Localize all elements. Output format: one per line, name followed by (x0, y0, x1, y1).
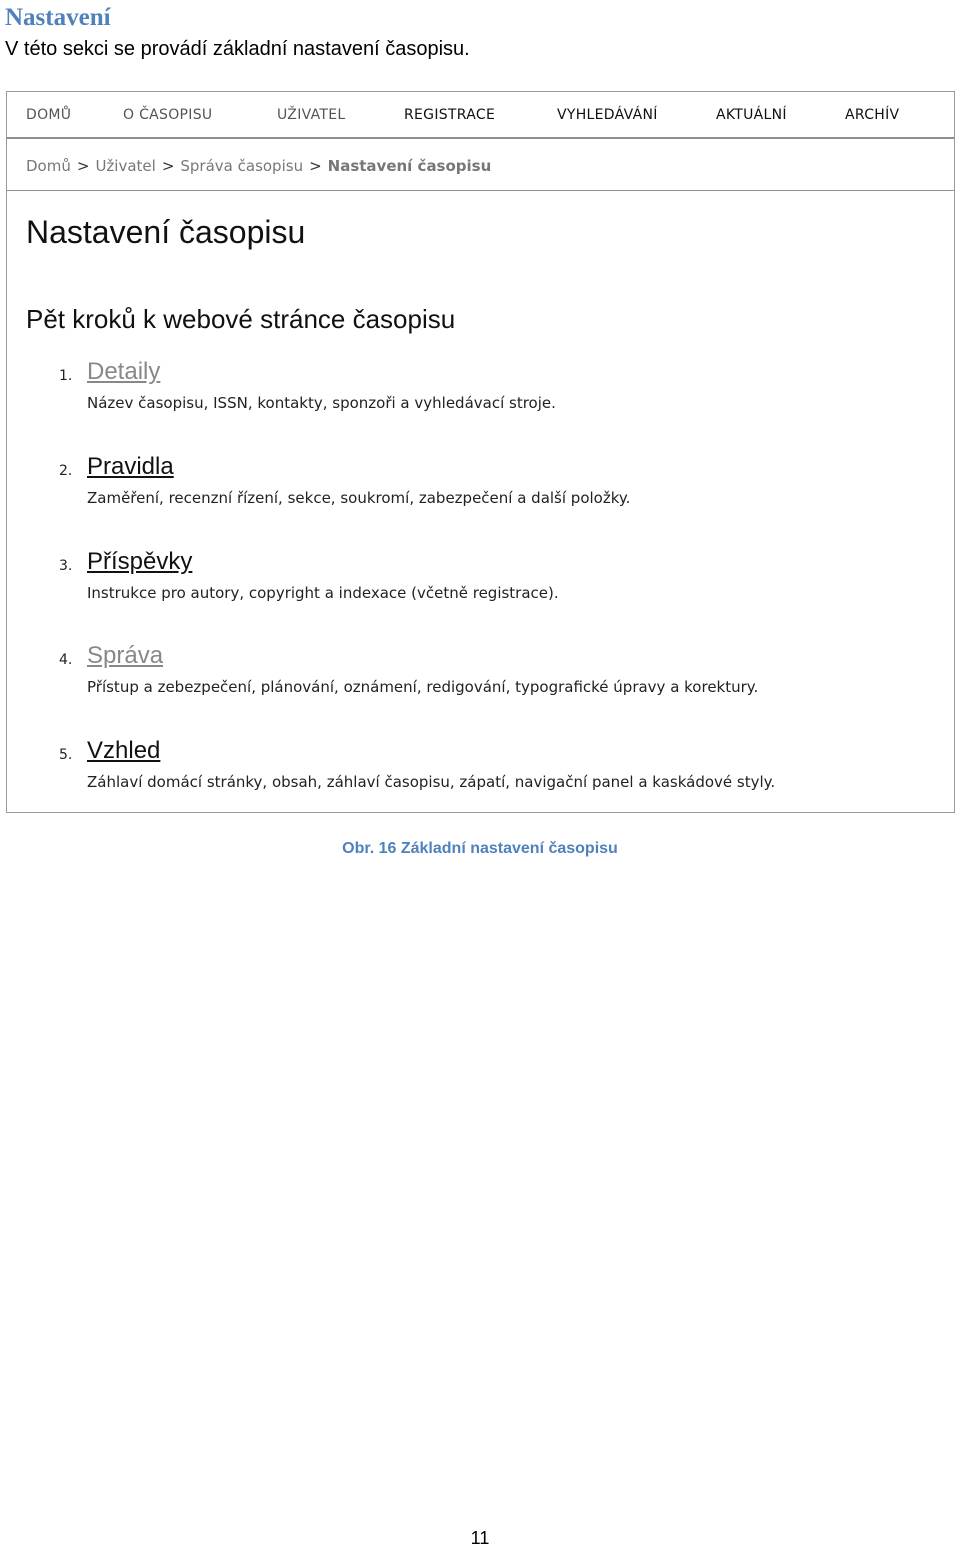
step-link-management[interactable]: Správa (87, 642, 164, 669)
step-link-submissions[interactable]: Příspěvky (87, 548, 193, 575)
breadcrumb-management[interactable]: Správa časopisu (180, 157, 304, 175)
breadcrumb-user[interactable]: Uživatel (95, 157, 156, 175)
screenshot-frame (6, 91, 955, 813)
step-link-details[interactable]: Detaily (87, 358, 161, 385)
breadcrumb-separator: > (161, 157, 175, 175)
nav-home[interactable]: DOMŮ (26, 107, 72, 123)
step-description: Název časopisu, ISSN, kontakty, sponzoři a vyhledávací stroje. (87, 394, 556, 412)
step-number: 5. (59, 747, 73, 763)
step-description: Záhlaví domácí stránky, obsah, záhlaví časopisu, zápatí, navigační panel a kaskádové styly. (87, 773, 776, 791)
breadcrumb (7, 139, 954, 191)
nav-current[interactable]: AKTUÁLNÍ (716, 107, 787, 123)
step-number: 4. (59, 652, 73, 668)
step-number: 1. (59, 368, 73, 384)
page-title: Nastavení časopisu (26, 214, 306, 250)
nav-registration[interactable]: REGISTRACE (404, 107, 496, 123)
document-heading: Nastavení (5, 4, 111, 31)
step-description: Instrukce pro autory, copyright a indexace (včetně registrace). (87, 584, 559, 602)
breadcrumb-separator: > (309, 157, 322, 175)
nav-user[interactable]: UŽIVATEL (277, 107, 346, 123)
section-title: Pět kroků k webové stránce časopisu (26, 304, 456, 334)
step-description: Zaměření, recenzní řízení, sekce, soukromí, zabezpečení a další položky. (87, 489, 631, 507)
step-link-appearance[interactable]: Vzhled (87, 737, 161, 764)
nav-about-journal[interactable]: O ČASOPISU (123, 107, 213, 123)
step-number: 3. (59, 558, 73, 574)
breadcrumb-separator: > (76, 157, 90, 175)
step-number: 2. (59, 463, 73, 479)
figure-caption: Obr. 16 Základní nastavení časopisu (342, 840, 618, 857)
step-link-policies[interactable]: Pravidla (87, 453, 174, 480)
page-number: 11 (470, 1528, 490, 1548)
step-description: Přístup a zebezpečení, plánování, oznámení, redigování, typografické úpravy a korektury. (87, 678, 759, 696)
breadcrumb-current: Nastavení časopisu (327, 157, 492, 175)
top-navigation (7, 92, 954, 139)
nav-search[interactable]: VYHLEDÁVÁNÍ (557, 107, 658, 123)
nav-archive[interactable]: ARCHÍV (845, 107, 900, 123)
document-intro: V této sekci se provádí základní nastavení časopisu. (5, 38, 470, 60)
breadcrumb-home[interactable]: Domů (26, 157, 71, 175)
